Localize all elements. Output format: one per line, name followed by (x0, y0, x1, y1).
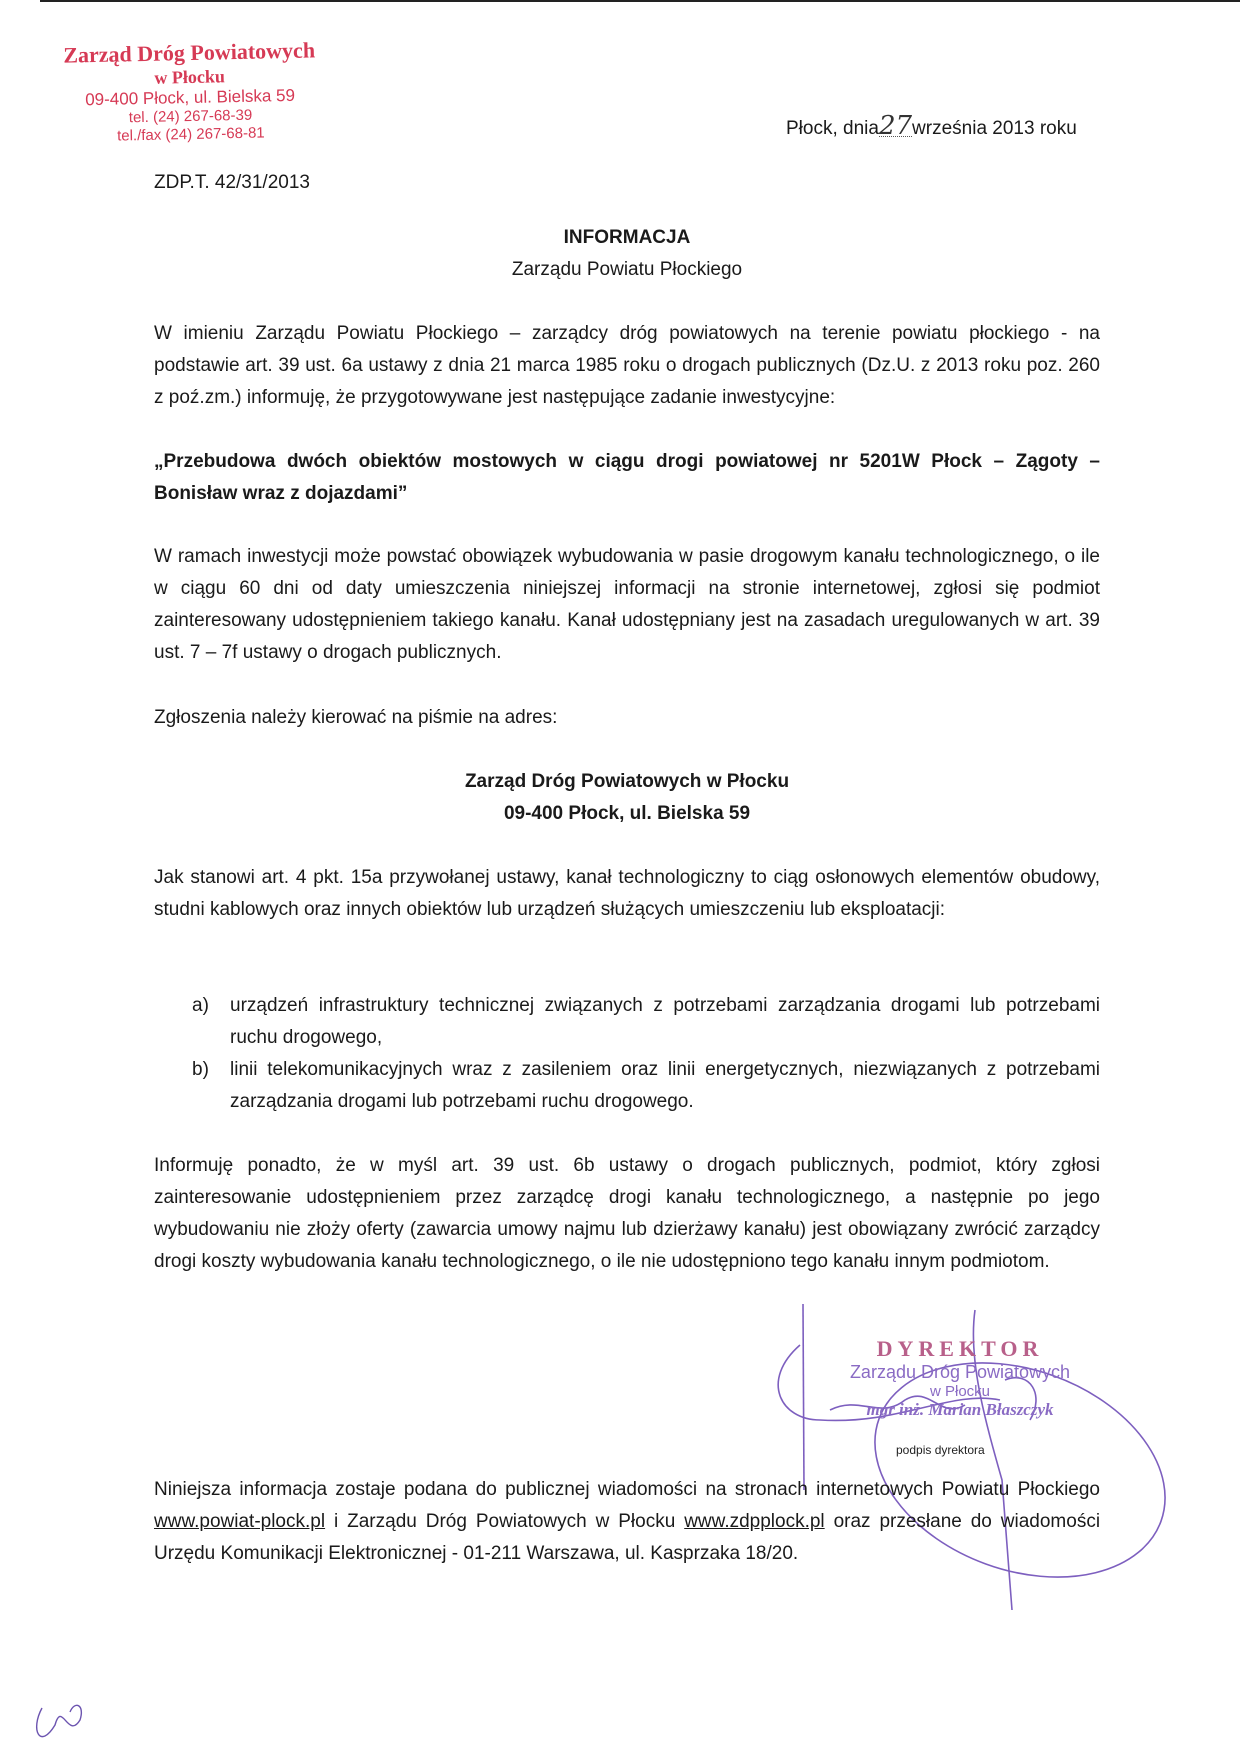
title-line-2: Zarządu Powiatu Płockiego (511, 259, 743, 280)
stamp-line-3: 09-400 Płock, ul. Bielska 59 (85, 85, 296, 110)
sender-stamp (39, 37, 341, 147)
address-line-2: 09-400 Płock, ul. Bielska 59 (503, 803, 751, 824)
footer-text-3: oraz przesłane do wiadomości Urzędu Komunikacji Elektronicznej - 01-211 Warszawa, ul. Kasprzaka 18/20. (154, 1511, 1101, 1564)
list-item-mark: a) (192, 995, 209, 1016)
task-title: „Przebudowa dwóch obiektów mostowych w ciągu drogi powiatowej nr 5201W Płock – Zągoty – Bonisław wraz z dojazdami” (154, 451, 1100, 504)
signature-caption: podpis dyrektora (896, 1443, 985, 1457)
title-line-1: INFORMACJA (563, 227, 691, 248)
director-stamp-name: mgr inż. Marian Błaszczyk (866, 1400, 1054, 1419)
footer-paragraph (154, 1474, 1100, 1570)
paragraph-3: Zgłoszenia należy kierować na piśmie na adres: (154, 707, 558, 728)
date-prefix: Płock, dnia (786, 118, 879, 139)
date-day-handwritten: 27 (878, 111, 913, 141)
stamp-line-4: tel. (24) 267-68-39 (128, 106, 253, 127)
document-date (786, 111, 1077, 141)
paragraph-4: Jak stanowi art. 4 pkt. 15a przywołanej ustawy, kanał technologiczny to ciąg osłonowych elementów obudowy, studni kablowych oraz innych obiektów lub urządzeń służących umieszczeniu lub eksploatacji: (154, 867, 1100, 920)
zdpplock-link[interactable]: www.zdpplock.pl (684, 1511, 825, 1532)
definition-list (154, 990, 1100, 1118)
list-item (154, 1054, 1100, 1118)
director-stamp-line-2: Zarządu Dróg Powiatowych (849, 1362, 1071, 1382)
stamp-line-2: w Płocku (154, 66, 226, 88)
list-item-text: linii telekomunikacyjnych wraz z zasileniem oraz linii energetycznych, niezwiązanych z potrzebami zarządzania drogami lub potrzebami ruchu drogowego. (230, 1059, 1100, 1112)
powiat-plock-link[interactable]: www.powiat-plock.pl (154, 1511, 326, 1532)
list-item (154, 990, 1100, 1054)
intro-paragraph: W imieniu Zarządu Powiatu Płockiego – zarządcy dróg powiatowych na terenie powiatu płockiego - na podstawie art. 39 ust. 6a ustawy z dnia 21 marca 1985 roku o drogach publicznych (Dz.U. z 2013 roku poz. 260 z poź.zm.) informuję, że przygotowywane jest następujące zadanie inwestycyjne: (154, 323, 1100, 408)
paragraph-5: Informuję ponadto, że w myśl art. 39 ust. 6b ustawy o drogach publicznych, podmiot, który zgłosi zainteresowanie udostępnieniem przez zarządcę drogi kanału technologicznego, a następnie po jego wybudowaniu nie złoży oferty (zawarcia umowy najmu lub dzierżawy kanału) jest obowiązany zwrócić zarządcy drogi koszty wybudowania kanału technologicznego, o ile nie udostępniono tego kanału innym podmiotom. (154, 1155, 1100, 1272)
footer-text-1: Niniejsza informacja zostaje podana do publicznej wiadomości na stronach internetowych Powiatu Płockiego (154, 1479, 1100, 1500)
date-suffix: września 2013 roku (912, 118, 1077, 139)
list-item-text: urządzeń infrastruktury technicznej związanych z potrzebami zarządzania drogami lub potrzebami ruchu drogowego, (230, 995, 1100, 1048)
footer-text-2: i Zarządu Dróg Powiatowych w Płocku (334, 1511, 676, 1532)
document-title (154, 222, 1100, 286)
director-stamp-title: DYREKTOR (876, 1336, 1044, 1361)
director-stamp-line-3: w Płocku (929, 1383, 991, 1400)
address-block (154, 766, 1100, 830)
stamp-line-5: tel./fax (24) 267-68-81 (116, 124, 265, 145)
paragraph-2: W ramach inwestycji może powstać obowiązek wybudowania w pasie drogowym kanału technologicznego, o ile w ciągu 60 dni od daty umieszczenia niniejszej informacji na stronie internetowej, zgłosi się podmiot zainteresowany udostępnieniem takiego kanału. Kanał udostępniany jest na zasadach uregulowanych w art. 39 ust. 7 – 7f ustawy o drogach publicznych. (154, 546, 1100, 663)
top-rule (40, 0, 1240, 2)
list-item-mark: b) (192, 1059, 209, 1080)
reference-number: ZDP.T. 42/31/2013 (154, 172, 310, 193)
director-stamp (820, 1336, 1100, 1420)
address-line-1: Zarząd Dróg Powiatowych w Płocku (464, 771, 790, 792)
stamp-line-1: Zarząd Dróg Powiatowych (63, 37, 316, 68)
